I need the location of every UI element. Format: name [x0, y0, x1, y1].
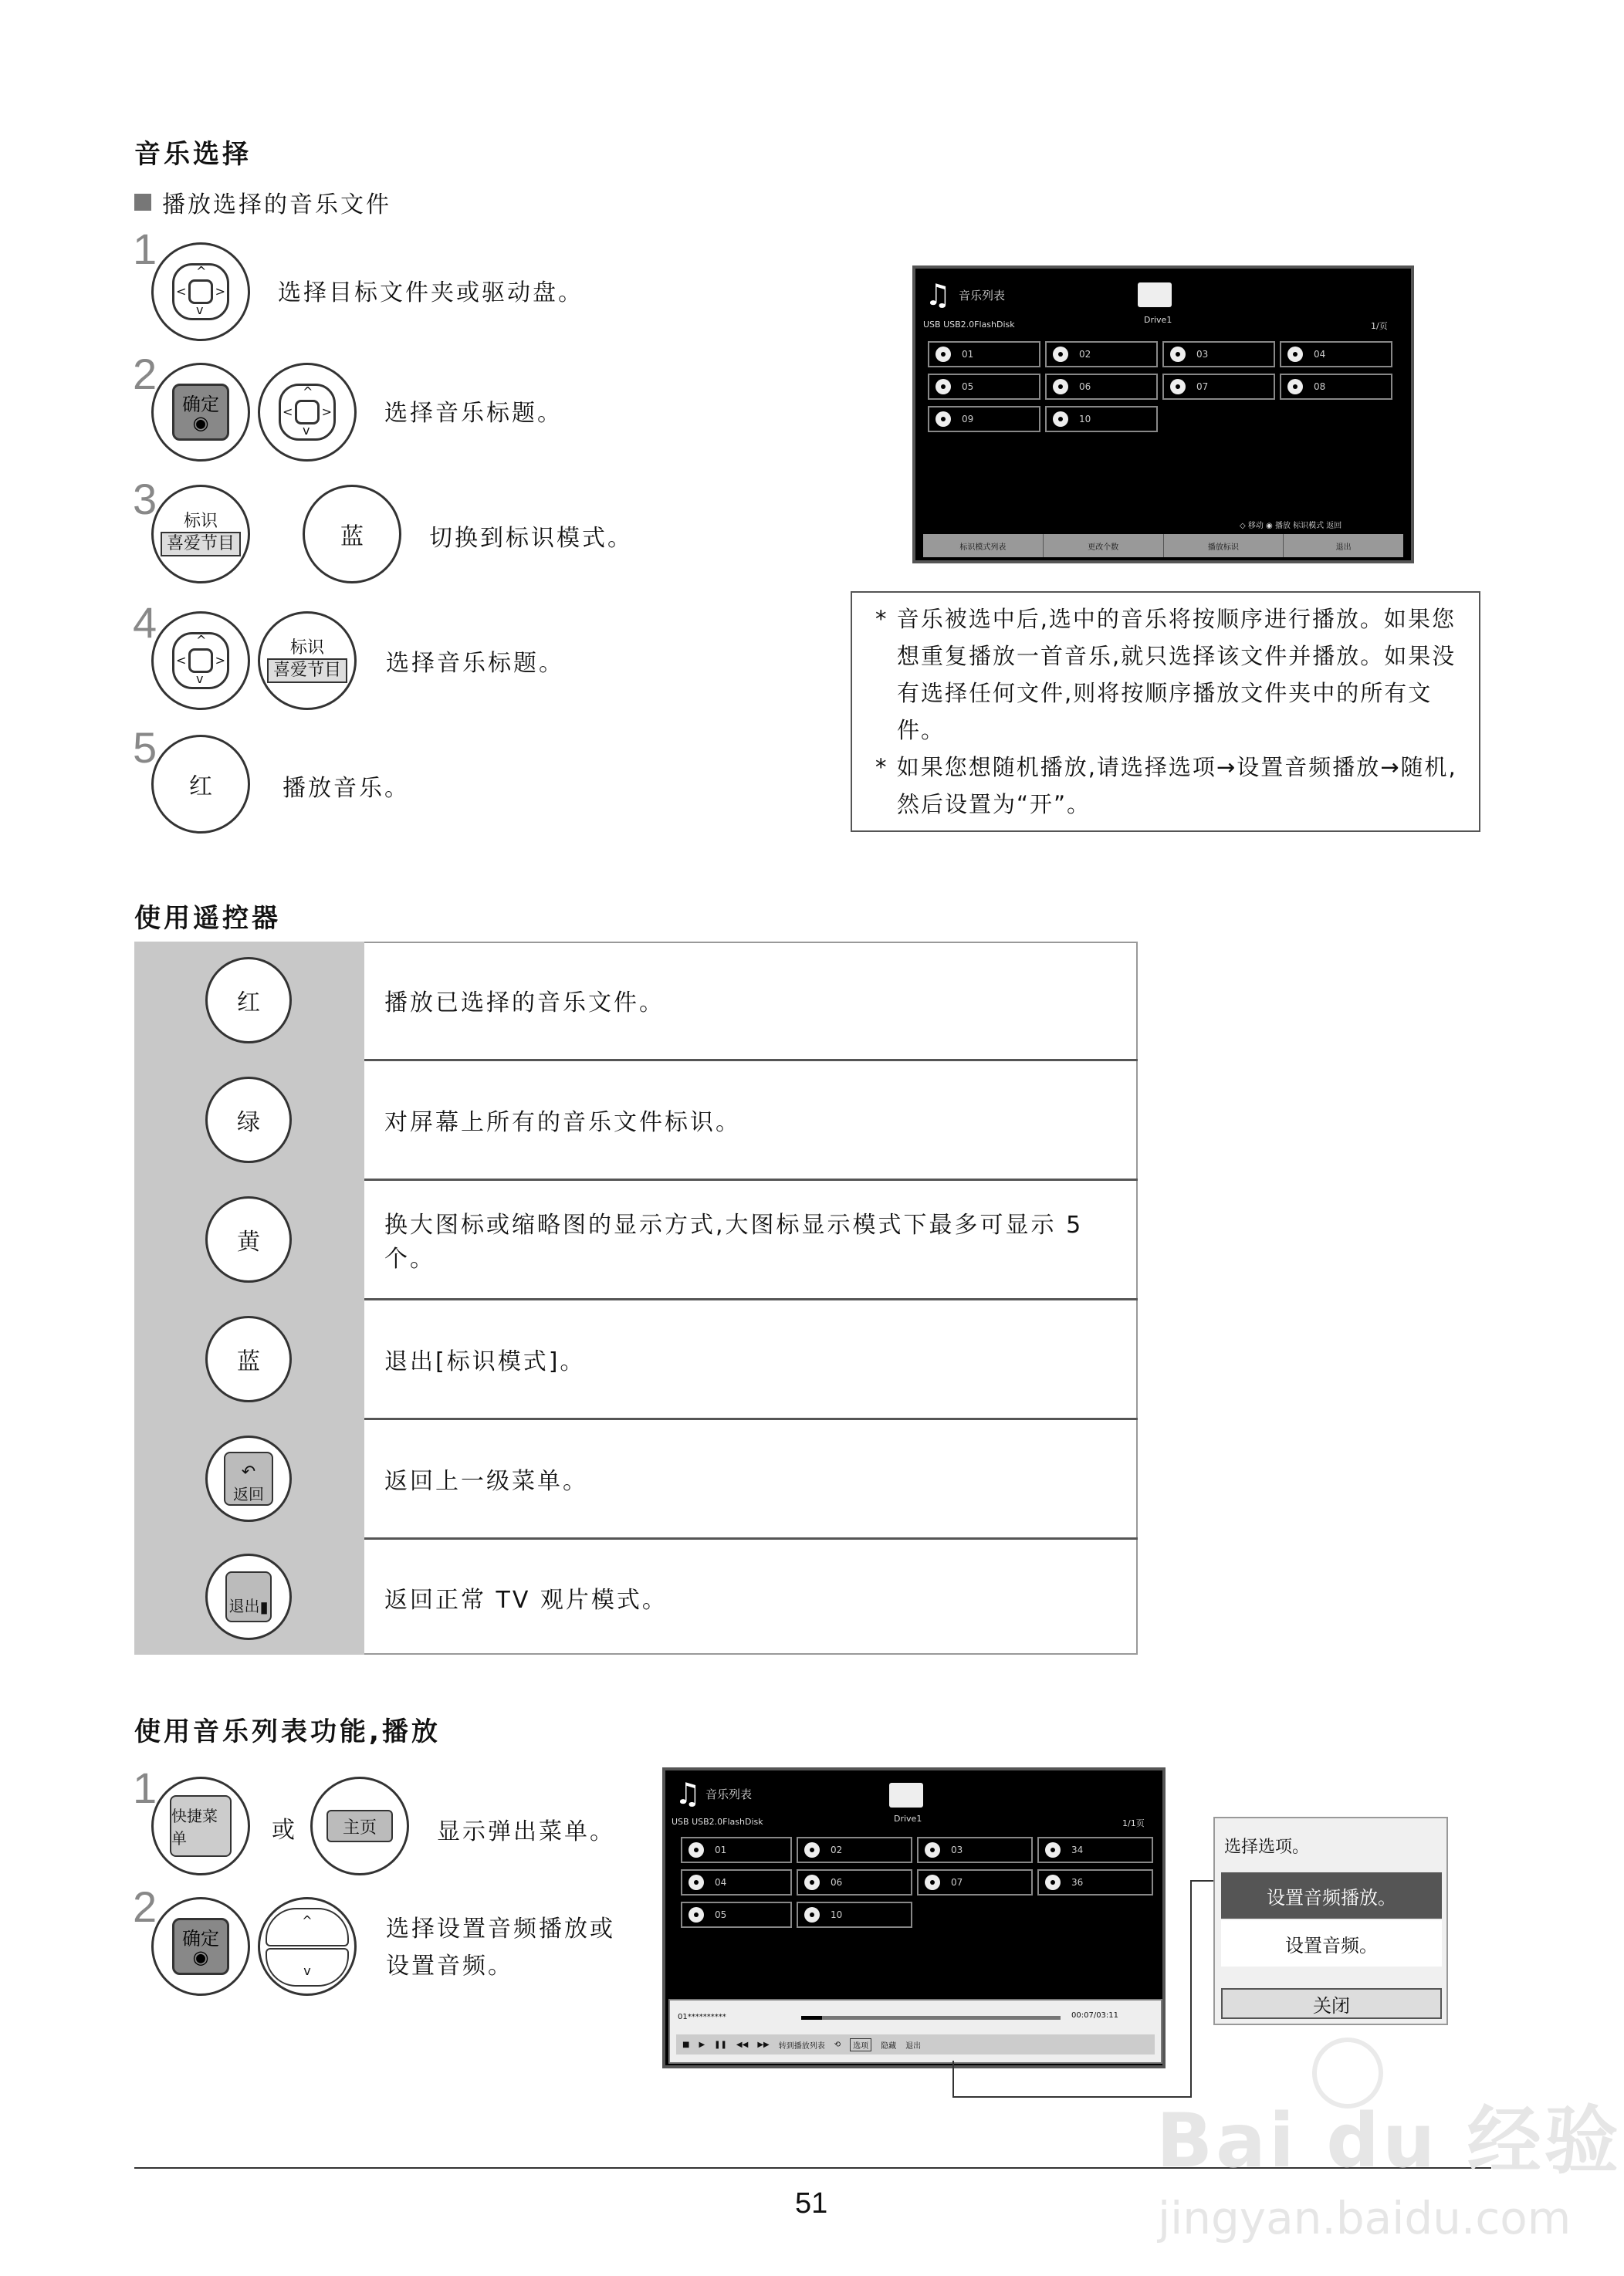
folder-icon [1138, 282, 1172, 307]
remote-key-home[interactable] [310, 1777, 409, 1875]
page-indicator: 1/页 [1371, 321, 1388, 331]
notes-box [851, 591, 1480, 832]
play-time: 00:07/03:11 [1071, 2011, 1119, 2020]
popup-item-audio[interactable]: 设置音频。 [1221, 1920, 1442, 1967]
subtitle-text: 播放选择的音乐文件 [162, 191, 391, 218]
section-subtitle [134, 185, 391, 219]
step-number: 2 [133, 350, 157, 398]
bottom-item[interactable]: 更改个数 [1044, 534, 1164, 557]
back-key-icon: ↶ 返回 [224, 1452, 273, 1506]
key-label: 蓝 [340, 523, 364, 550]
step-text: 选择目标文件夹或驱动盘。 [278, 279, 584, 306]
file-cell[interactable]: 07 [917, 1869, 1033, 1896]
file-cell[interactable]: 09 [928, 406, 1040, 432]
row-desc: 返回上一级菜单。 [384, 1468, 588, 1495]
popup-item-audio-play[interactable]: 设置音频播放。 [1221, 1872, 1442, 1919]
bottom-item[interactable]: 播放标识 [1164, 534, 1284, 557]
file-cell[interactable]: 10 [797, 1902, 912, 1928]
note-text: * 如果您想随机播放,请选择选项→设置音频播放→随机,然后设置为“开”。 [875, 754, 1457, 817]
step-text: 选择音乐标题。 [384, 400, 563, 427]
file-cell[interactable]: 04 [681, 1869, 792, 1896]
remote-key-dpad[interactable] [258, 363, 357, 462]
goto-playlist[interactable]: 转到播放列表 [778, 2041, 825, 2051]
file-cell[interactable]: 05 [928, 374, 1040, 400]
key-label: 黄 [237, 1229, 260, 1256]
step-number: 2 [133, 1882, 157, 1931]
remote-key-ok[interactable] [151, 363, 250, 462]
file-cell[interactable]: 02 [797, 1837, 912, 1863]
usb-path: USB USB2.0FlashDisk [923, 320, 1015, 330]
music-note-icon: ♫ [925, 278, 952, 312]
page-number: 51 [795, 2187, 828, 2220]
exit-key-icon: 退出 ▮ [225, 1571, 272, 1622]
file-cell[interactable]: 01 [928, 341, 1040, 367]
step-text: 选择音乐标题。 [386, 650, 564, 677]
key-label: 蓝 [237, 1348, 260, 1375]
file-cell[interactable]: 10 [1045, 406, 1158, 432]
file-cell[interactable]: 06 [797, 1869, 912, 1896]
folder-icon [889, 1783, 923, 1808]
key-exit[interactable] [205, 1554, 292, 1640]
dpad-icon: ^ < > v [172, 632, 229, 689]
watermark-logo: Bai du 经验 [1156, 2098, 1622, 2184]
row-desc: 返回正常 TV 观片模式。 [384, 1586, 668, 1614]
connector-line [1190, 1880, 1192, 2098]
remote-key-red[interactable] [151, 735, 250, 834]
table-row [134, 1061, 1138, 1181]
repeat-icon[interactable]: ⟲ [834, 2040, 841, 2049]
table-row [134, 1181, 1138, 1300]
key-back[interactable] [205, 1436, 292, 1522]
options-popup [1213, 1817, 1448, 2025]
ok-key-icon: 确定 ◉ [172, 1918, 229, 1975]
key-green[interactable] [205, 1077, 292, 1163]
mark-favorite-key-icon: 标识 喜爱节目 [267, 638, 347, 683]
or-text: 或 [272, 1817, 297, 1844]
ok-key-icon: 确定 ◉ [172, 384, 229, 441]
mark-favorite-key-icon: 标识 喜爱节目 [161, 512, 241, 556]
key-label: 红 [237, 989, 260, 1016]
step-text: 播放音乐。 [283, 775, 410, 802]
section-title-music-select: 音乐选择 [134, 139, 252, 170]
step-text: 显示弹出菜单。 [437, 1818, 615, 1845]
table-row [134, 942, 1138, 1061]
watermark-url: jingyan.baidu.com [1158, 2192, 1572, 2244]
row-desc: 换大图标或缩略图的显示方式,大图标显示模式下最多可显示 5 个。 [384, 1212, 1084, 1273]
step-number: 3 [133, 475, 157, 523]
row-desc: 对屏幕上所有的音乐文件标识。 [384, 1109, 741, 1136]
screen-title: 音乐列表 [705, 1787, 753, 1801]
remote-key-ok[interactable] [151, 1897, 250, 1996]
remote-key-up-down[interactable] [258, 1897, 357, 1996]
stop-icon[interactable]: ■ [682, 2040, 690, 2049]
drive-label: Drive1 [894, 1814, 922, 1824]
key-label: 红 [189, 773, 212, 800]
remote-key-mark[interactable] [151, 485, 250, 583]
file-cell[interactable]: 34 [1037, 1837, 1153, 1863]
key-yellow[interactable] [205, 1196, 292, 1283]
step-number: 4 [133, 598, 157, 647]
table-row [134, 1300, 1138, 1420]
step-number: 5 [133, 723, 157, 772]
bottom-item[interactable]: 退出 [1335, 543, 1352, 552]
up-down-key-icon: ^ v [266, 1908, 349, 1985]
step-text: 选择设置音频播放或 设置音频。 [386, 1916, 615, 1980]
page-indicator: 1/1页 [1122, 1818, 1145, 1828]
quick-menu-key-icon: 快捷菜单 [170, 1795, 232, 1857]
table-row [134, 1540, 1138, 1655]
file-cell[interactable]: 03 [917, 1837, 1033, 1863]
remote-key-dpad[interactable] [151, 611, 250, 710]
section-title-music-list: 使用音乐列表功能,播放 [134, 1716, 441, 1747]
step-text: 切换到标识模式。 [429, 525, 633, 552]
remote-key-mark[interactable] [258, 611, 357, 710]
step-number: 1 [133, 225, 157, 273]
note-text: * 音乐被选中后,选中的音乐将按顺序进行播放。如果您想重复播放一首音乐,就只选择该文件并播放。如果没有选择任何文件,则将按顺序播放文件夹中的所有文件。 [875, 606, 1457, 743]
file-cell[interactable]: 06 [1045, 374, 1158, 400]
music-note-icon: ♫ [675, 1777, 702, 1811]
section-title-remote: 使用遥控器 [134, 903, 281, 934]
drive-label: Drive1 [1144, 315, 1172, 325]
remote-key-dpad[interactable] [151, 242, 250, 341]
bottom-item[interactable]: 标识模式列表 [923, 534, 1044, 557]
pause-icon[interactable]: ❚❚ [714, 2040, 727, 2049]
file-cell[interactable]: 08 [1280, 374, 1392, 400]
file-cell[interactable]: 04 [1280, 341, 1392, 367]
hide[interactable]: 隐藏 [881, 2041, 897, 2051]
usb-path: USB USB2.0FlashDisk [672, 1817, 763, 1827]
file-cell[interactable]: 07 [1162, 374, 1275, 400]
file-cell-playing[interactable]: 01 [681, 1837, 792, 1863]
file-cell[interactable]: 03 [1162, 341, 1275, 367]
now-playing: 01********** [678, 2013, 726, 2021]
file-cell[interactable]: 36 [1037, 1869, 1153, 1896]
table-row [134, 1420, 1138, 1540]
remote-key-blue[interactable] [303, 485, 401, 583]
play-icon[interactable]: ▶ [699, 2040, 705, 2049]
row-desc: 播放已选择的音乐文件。 [384, 989, 665, 1016]
key-label: 绿 [237, 1109, 260, 1136]
dpad-icon: ^ < > v [172, 263, 229, 320]
square-bullet-icon [134, 194, 151, 211]
exit[interactable]: 退出 [905, 2041, 922, 2051]
player-controls [676, 2034, 1155, 2054]
file-cell[interactable]: 05 [681, 1902, 792, 1928]
remote-key-quickmenu[interactable] [151, 1777, 250, 1875]
screen-title: 音乐列表 [959, 289, 1006, 303]
player-bar [668, 1999, 1162, 2064]
options[interactable]: 选项 [850, 2038, 871, 2051]
forward-icon[interactable]: ▶▶ [757, 2040, 770, 2049]
home-key-icon: 主页 [326, 1810, 393, 1842]
file-cell[interactable]: 02 [1045, 341, 1158, 367]
music-play-screen [662, 1767, 1166, 2068]
music-list-screen [912, 265, 1414, 563]
row-desc: 退出[标识模式]。 [384, 1348, 586, 1375]
progress-track[interactable] [801, 2016, 1061, 2020]
screen-bottom-bar [923, 534, 1403, 557]
popup-close-button[interactable]: 关闭 [1221, 1988, 1442, 2019]
nav-hint: ◇ 移动 ◉ 播放 标识模式 返回 [1240, 522, 1342, 530]
popup-title: 选择选项。 [1224, 1838, 1310, 1857]
key-red[interactable] [205, 957, 292, 1043]
connector-line [952, 2061, 954, 2098]
dpad-icon: ^ < > v [279, 384, 336, 441]
step-number: 1 [133, 1764, 157, 1812]
progress-fill [801, 2016, 822, 2020]
paw-icon [1312, 2038, 1383, 2109]
key-blue[interactable] [205, 1316, 292, 1402]
rewind-icon[interactable]: ◀◀ [736, 2040, 749, 2049]
